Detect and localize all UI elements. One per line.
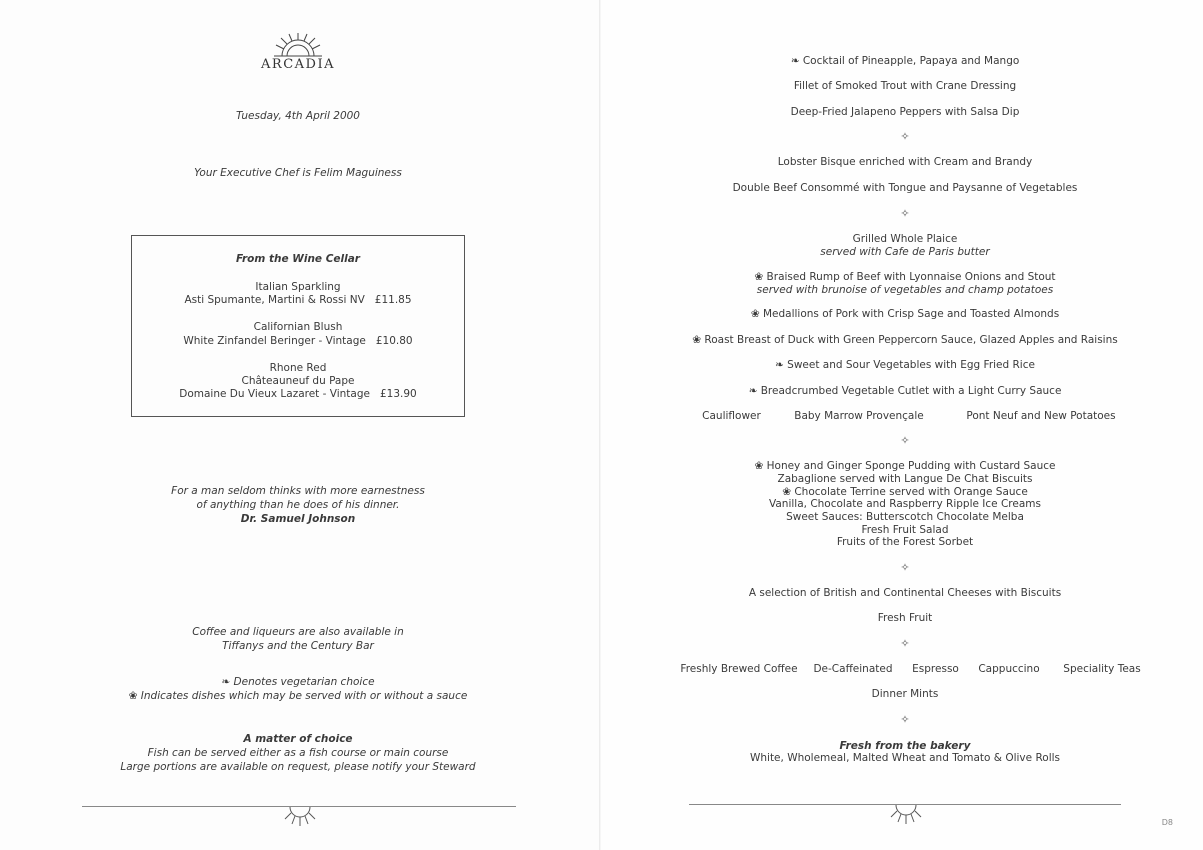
main-plaice: Grilled Whole Plaice	[852, 233, 958, 245]
cheese-course: A selection of British and Continental Cheeses with Biscuits	[748, 587, 1062, 599]
separator-icon: ✧	[900, 207, 910, 220]
wine-2-price: £10.80	[375, 335, 413, 347]
menu-date: Tuesday, 4th April 2000	[236, 110, 360, 122]
drink-3: Espresso	[912, 663, 959, 675]
legend-vegetarian: ❧ Denotes vegetarian choice	[221, 676, 375, 688]
legend-sauce: ❀ Indicates dishes which may be served with or without a sauce	[128, 690, 468, 702]
fresh-fruit: Fresh Fruit	[877, 612, 933, 624]
wine-3-price: £13.90	[379, 388, 417, 400]
main-duck: ❀ Roast Breast of Duck with Green Peppercorn Sauce, Glazed Apples and Raisins	[692, 334, 1118, 346]
wine-1-name	[132, 294, 464, 307]
dessert-1: ❀ Honey and Ginger Sponge Pudding with Custard Sauce	[754, 460, 1056, 472]
bakery-title: Fresh from the bakery	[839, 740, 971, 752]
wine-1-type: Italian Sparkling	[255, 281, 341, 293]
wine-3-label: Domaine Du Vieux Lazaret - Vintage	[179, 388, 370, 400]
main-beef-note: served with brunoise of vegetables and champ potatoes	[756, 284, 1054, 296]
choice-title: A matter of choice	[243, 733, 353, 745]
soup-1: Lobster Bisque enriched with Cream and Brandy	[777, 156, 1033, 168]
chef-line: Your Executive Chef is Felim Maguiness	[194, 167, 402, 179]
separator-icon: ✧	[900, 637, 910, 650]
dessert-3: ❀ Chocolate Terrine served with Orange Sauce	[782, 486, 1028, 498]
starter-3: Deep-Fried Jalapeno Peppers with Salsa Dip	[790, 106, 1020, 118]
dessert-2: Zabaglione served with Langue De Chat Biscuits	[777, 473, 1033, 485]
separator-icon: ✧	[900, 434, 910, 447]
coffee-line-1: Coffee and liqueurs are also available in	[192, 626, 404, 638]
page-code: D8	[1161, 818, 1173, 827]
wine-title: From the Wine Cellar	[235, 253, 360, 265]
side-3: Pont Neuf and New Potatoes	[966, 410, 1116, 422]
wine-cellar-box	[131, 235, 465, 417]
wine-3-region: Châteauneuf du Pape	[241, 375, 355, 387]
drink-2: De-Caffeinated	[813, 663, 893, 675]
wine-3-name	[132, 388, 464, 401]
left-page	[0, 0, 600, 850]
soup-2: Double Beef Consommé with Tongue and Paysanne of Vegetables	[732, 182, 1078, 194]
arcadia-sun-logo	[273, 32, 323, 58]
separator-icon: ✧	[900, 713, 910, 726]
quote-line-2: of anything than he does of his dinner.	[196, 499, 400, 511]
wine-2-type: Californian Blush	[253, 321, 343, 333]
main-sweet-sour: ❧ Sweet and Sour Vegetables with Egg Fried Rice	[775, 359, 1035, 371]
separator-icon: ✧	[900, 561, 910, 574]
quote-line-1: For a man seldom thinks with more earnestness	[171, 485, 425, 497]
dessert-5: Sweet Sauces: Butterscotch Chocolate Melba	[786, 511, 1024, 523]
wine-2-label: White Zinfandel Beringer - Vintage	[183, 335, 366, 347]
footer-sun-icon	[889, 804, 923, 826]
dessert-4: Vanilla, Chocolate and Raspberry Ripple Ice Creams	[769, 498, 1041, 510]
starter-2: Fillet of Smoked Trout with Crane Dressing	[793, 80, 1017, 92]
starter-1: ❧ Cocktail of Pineapple, Papaya and Mango	[790, 55, 1020, 67]
footer-sun-icon	[283, 806, 317, 828]
drink-4: Cappuccino	[978, 663, 1040, 675]
main-plaice-note: served with Cafe de Paris butter	[820, 246, 990, 258]
side-1: Cauliflower	[702, 410, 761, 422]
drink-5: Speciality Teas	[1063, 663, 1141, 675]
wine-1-price: £11.85	[374, 294, 412, 306]
brand-name: ARCADIA	[261, 57, 335, 72]
main-pork: ❀ Medallions of Pork with Crisp Sage and Toasted Almonds	[750, 308, 1060, 320]
drink-1: Freshly Brewed Coffee	[680, 663, 798, 675]
separator-icon: ✧	[900, 130, 910, 143]
dinner-mints: Dinner Mints	[871, 688, 939, 700]
dessert-6: Fresh Fruit Salad	[861, 524, 949, 536]
choice-line-1: Fish can be served either as a fish course or main course	[147, 747, 449, 759]
coffee-line-2: Tiffanys and the Century Bar	[222, 640, 374, 652]
wine-3-type: Rhone Red	[269, 362, 327, 374]
main-cutlet: ❧ Breadcrumbed Vegetable Cutlet with a Light Curry Sauce	[748, 385, 1062, 397]
quote-author: Dr. Samuel Johnson	[240, 513, 356, 525]
dessert-7: Fruits of the Forest Sorbet	[836, 536, 974, 548]
side-2: Baby Marrow Provençale	[794, 410, 924, 422]
choice-line-2: Large portions are available on request, please notify your Steward	[120, 761, 476, 773]
right-page	[601, 0, 1203, 850]
main-beef: ❀ Braised Rump of Beef with Lyonnaise Onions and Stout	[754, 271, 1056, 283]
bakery-line: White, Wholemeal, Malted Wheat and Tomato & Olive Rolls	[749, 752, 1060, 764]
wine-1-label: Asti Spumante, Martini & Rossi NV	[184, 294, 365, 306]
wine-2-name	[132, 335, 464, 348]
